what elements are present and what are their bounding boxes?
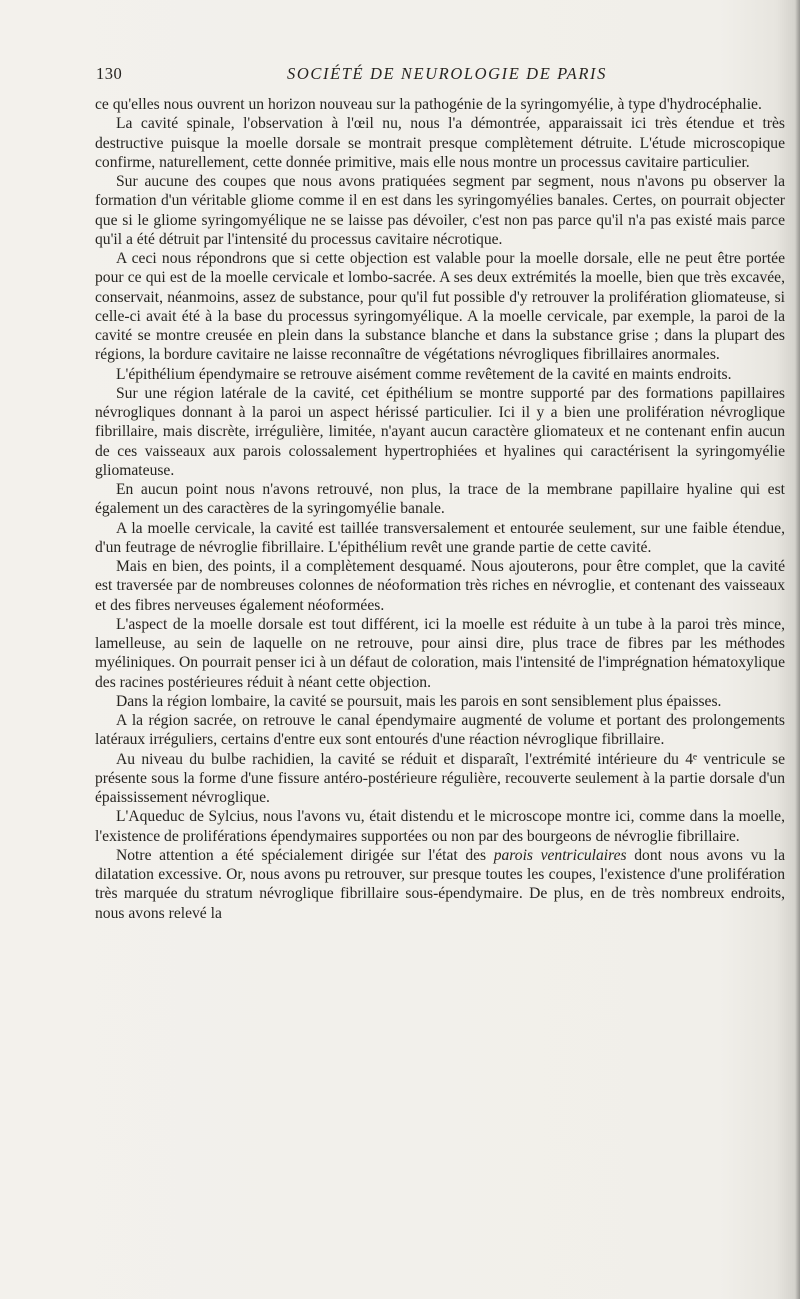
text-segment: dont nous avons vu la dilatation excessive. Or, nous avons pu retrouver, sur presque toutes les coupes, l'existence d'une prolifération très marquée du stratum névroglique fibrillaire sous-épendymaire. De plus, en de très nombreux endroits, nous avons relevé la	[95, 846, 786, 922]
paragraph: A ceci nous répondrons que si cette objection est valable pour la moelle dorsale, elle ne peut être portée pour ce qui est de la moelle cervicale et lombo-sacrée. A ses deux extrémités la moelle, bien que très excavée, conservait, néanmoins, assez de substance, pour qu'il fut possible d'y retrouver la prolifération gliomateuse, si celle-ci avait été à la base du processus syringomyélique. A la moelle cervicale, par exemple, la paroi de la cavité se montre creusée en plein dans la substance blanche et dans la substance grise ; dans la plupart des régions, la bordure cavitaire ne laisse reconnaître de végétations névrogliques fibrillaires anormales.	[95, 250, 785, 364]
paragraph: A la région sacrée, on retrouve le canal épendymaire augmenté de volume et portant des prolongements latéraux irréguliers, certains d'entre eux sont entourés d'une réaction névroglique fibrillaire.	[95, 712, 785, 749]
paragraph: La cavité spinale, l'observation à l'œil nu, nous l'a démontrée, apparaissait ici très étendue et très destructive puisque la moelle dorsale se montrait presque complètement détruite. L'étude microscopique confirme, naturellement, cette donnée primitive, mais elle nous montre un processus cavitaire particulier.	[95, 115, 785, 171]
paragraph: En aucun point nous n'avons retrouvé, non plus, la trace de la membrane papillaire hyaline qui est également un des caractères de la syringomyélie banale.	[95, 481, 785, 518]
page-header	[96, 64, 784, 86]
paragraph: Sur une région latérale de la cavité, cet épithélium se montre supporté par des formations papillaires névrogliques donnant à la paroi un aspect hérissé particulier. Ici il y a bien une prolifération névroglique fibrillaire, mais discrète, irrégulière, limitée, n'ayant aucun caractère gliomateux et ne contenant enfin aucun de ces vaisseaux aux parois colossalement hypertrophiées et hyalines qui caractérisent la syringomyélie gliomateuse.	[95, 384, 785, 479]
paragraph: A la moelle cervicale, la cavité est taillée transversalement et entourée seulement, sur une faible étendue, d'un feutrage de névroglie fibrillaire. L'épithélium revêt une grande partie de cette cavité.	[95, 519, 785, 556]
paragraph: ce qu'elles nous ouvrent un horizon nouveau sur la pathogénie de la syringomyélie, à type d'hydrocéphalie.	[95, 96, 762, 113]
paragraph-last	[95, 846, 785, 923]
paragraph: Sur aucune des coupes que nous avons pratiquées segment par segment, nous n'avons pu observer la formation d'un véritable gliome comme il en est dans les syringomyélies banales. Certes, on pourrait objecter que si le gliome syringomyélique ne se laisse pas dévoiler, c'est non pas parce qu'il n'a pas existé mais parce qu'il a été détruit par l'intensité du processus cavitaire nécrotique.	[95, 173, 785, 248]
text-segment: Notre attention a été spécialement dirigée sur l'état des	[116, 846, 494, 864]
running-title: SOCIÉTÉ DE NEUROLOGIE DE PARIS	[287, 64, 607, 83]
paragraph: L'aspect de la moelle dorsale est tout différent, ici la moelle est réduite à un tube à la paroi très mince, lamelleuse, au sein de laquelle on ne retrouve, pour ainsi dire, plus trace de fibres par les méthodes myéliniques. On pourrait penser ici à un défaut de coloration, mais l'intensité de l'imprégnation hématoxylique des racines postérieures réduit à néant cette objection.	[95, 615, 785, 691]
body-text	[95, 95, 785, 923]
paragraph: L'Aqueduc de Sylcius, nous l'avons vu, était distendu et le microscope montre ici, comme dans la moelle, l'existence de proliférations épendymaires supportées ou non par des bourgeons de névroglie fibrillaire.	[95, 808, 785, 845]
page-edge-shadow	[795, 0, 800, 1299]
paragraph: Au niveau du bulbe rachidien, la cavité se réduit et disparaît, l'extrémité intérieure du 4ᵉ ventricule se présente sous la forme d'une fissure antéro-postérieure régulière, recouverte seulement à la partie dorsale d'un épaississement névroglique.	[95, 750, 785, 806]
page-number: 130	[96, 64, 123, 83]
paragraph: Mais en bien, des points, il a complètement desquamé. Nous ajouterons, pour être complet, que la cavité est traversée par de nombreuses colonnes de néoformation très riches en névroglie, et contenant des vaisseaux et des fibres nerveuses également néoformées.	[95, 558, 785, 614]
paragraph: Dans la région lombaire, la cavité se poursuit, mais les parois en sont sensiblement plus épaisses.	[116, 692, 722, 710]
italic-term: parois ventriculaires	[493, 846, 627, 864]
paragraph: L'épithélium épendymaire se retrouve aisément comme revêtement de la cavité en maints endroits.	[116, 365, 732, 383]
